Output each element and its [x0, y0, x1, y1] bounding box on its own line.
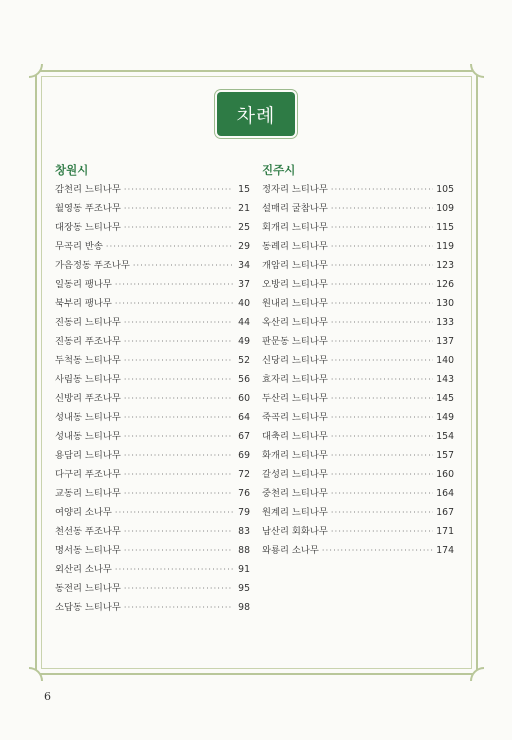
- dot-leader: [331, 370, 433, 389]
- toc-entry[interactable]: [55, 180, 250, 199]
- toc-entry[interactable]: [262, 484, 454, 503]
- toc-entry-title: 회개리 느티나무: [262, 222, 328, 233]
- toc-entry[interactable]: [55, 370, 250, 389]
- dot-leader: [331, 218, 433, 237]
- toc-entry-page: 76: [238, 488, 250, 499]
- toc-entry-title: 정자리 느티나무: [262, 184, 328, 195]
- toc-entry[interactable]: [262, 294, 454, 313]
- dot-leader: [124, 408, 233, 427]
- toc-entry-page: 72: [238, 469, 250, 480]
- dot-leader: [124, 541, 233, 560]
- toc-column-jinju: [262, 160, 454, 560]
- dot-leader: [331, 446, 433, 465]
- toc-entry[interactable]: [55, 465, 250, 484]
- toc-entry-title: 옥산리 느티나무: [262, 317, 328, 328]
- toc-entry-page: 67: [238, 431, 250, 442]
- toc-entry-page: 40: [238, 298, 250, 309]
- toc-entry-page: 79: [238, 507, 250, 518]
- toc-entry-page: 29: [238, 241, 250, 252]
- dot-leader: [124, 313, 233, 332]
- toc-entry-page: 64: [238, 412, 250, 423]
- dot-leader: [115, 275, 233, 294]
- toc-entry-page: 69: [238, 450, 250, 461]
- toc-entry[interactable]: [262, 180, 454, 199]
- toc-entry[interactable]: [55, 598, 250, 617]
- toc-entry-page: 145: [436, 393, 454, 404]
- toc-entry[interactable]: [262, 370, 454, 389]
- toc-entry[interactable]: [55, 541, 250, 560]
- toc-entry[interactable]: [55, 484, 250, 503]
- toc-entry-page: 171: [436, 526, 454, 537]
- toc-entry[interactable]: [262, 503, 454, 522]
- toc-entry[interactable]: [262, 465, 454, 484]
- toc-entry-title: 일동리 팽나무: [55, 279, 112, 290]
- toc-entry[interactable]: [262, 427, 454, 446]
- toc-entry[interactable]: [55, 218, 250, 237]
- toc-entry-title: 남산리 회화나무: [262, 526, 328, 537]
- toc-entry[interactable]: [55, 275, 250, 294]
- toc-entry-page: 154: [436, 431, 454, 442]
- toc-entry[interactable]: [55, 389, 250, 408]
- toc-entry-page: 143: [436, 374, 454, 385]
- toc-entry-page: 49: [238, 336, 250, 347]
- toc-entry-page: 119: [436, 241, 454, 252]
- toc-entry-page: 174: [436, 545, 454, 556]
- toc-entry-page: 95: [238, 583, 250, 594]
- dot-leader: [124, 579, 233, 598]
- toc-entry-title: 죽곡리 느티나무: [262, 412, 328, 423]
- toc-entry-title: 두산리 느티나무: [262, 393, 328, 404]
- toc-entry-title: 명서동 느티나무: [55, 545, 121, 556]
- toc-entry-title: 화개리 느티나무: [262, 450, 328, 461]
- toc-entry-page: 60: [238, 393, 250, 404]
- toc-entry-title: 가음정동 푸조나무: [55, 260, 130, 271]
- dot-leader: [331, 294, 433, 313]
- dot-leader: [331, 389, 433, 408]
- toc-entry-page: 137: [436, 336, 454, 347]
- toc-entry-title: 대장동 느티나무: [55, 222, 121, 233]
- toc-entry-title: 원계리 느티나무: [262, 507, 328, 518]
- toc-entry-title: 개암리 느티나무: [262, 260, 328, 271]
- toc-entry-page: 83: [238, 526, 250, 537]
- toc-entry[interactable]: [262, 199, 454, 218]
- toc-entry-title: 중천리 느티나무: [262, 488, 328, 499]
- toc-entry-title: 성내동 느티나무: [55, 431, 121, 442]
- toc-entry-page: 157: [436, 450, 454, 461]
- dot-leader: [124, 389, 233, 408]
- dot-leader: [331, 275, 433, 294]
- toc-entry-title: 북부리 팽나무: [55, 298, 112, 309]
- dot-leader: [124, 199, 233, 218]
- dot-leader: [124, 484, 233, 503]
- dot-leader: [124, 351, 233, 370]
- toc-entry-title: 무곡리 반송: [55, 241, 103, 252]
- toc-entry-page: 167: [436, 507, 454, 518]
- toc-entry[interactable]: [55, 332, 250, 351]
- dot-leader: [124, 522, 233, 541]
- toc-entry[interactable]: [55, 408, 250, 427]
- toc-entry-title: 두척동 느티나무: [55, 355, 121, 366]
- toc-entry-title: 여양리 소나무: [55, 507, 112, 518]
- toc-entry-page: 115: [436, 222, 454, 233]
- toc-entry[interactable]: [262, 313, 454, 332]
- toc-entry-page: 25: [238, 222, 250, 233]
- toc-entry[interactable]: [262, 275, 454, 294]
- toc-column-changwon: [55, 160, 250, 617]
- toc-entry-title: 진동리 푸조나무: [55, 336, 121, 347]
- toc-entry[interactable]: [55, 579, 250, 598]
- toc-entry-page: 105: [436, 184, 454, 195]
- dot-leader: [124, 218, 233, 237]
- toc-entry-page: 123: [436, 260, 454, 271]
- dot-leader: [124, 427, 233, 446]
- toc-entry[interactable]: [262, 218, 454, 237]
- toc-entry-title: 신방리 푸조나무: [55, 393, 121, 404]
- dot-leader: [331, 465, 433, 484]
- toc-entry-page: 160: [436, 469, 454, 480]
- toc-entry[interactable]: [55, 199, 250, 218]
- dot-leader: [322, 541, 433, 560]
- dot-leader: [124, 180, 233, 199]
- toc-entry-title: 신당리 느티나무: [262, 355, 328, 366]
- dot-leader: [331, 522, 433, 541]
- toc-entry[interactable]: [55, 522, 250, 541]
- dot-leader: [124, 598, 233, 617]
- toc-entry-title: 판문동 느티나무: [262, 336, 328, 347]
- toc-entry-title: 천선동 푸조나무: [55, 526, 121, 537]
- dot-leader: [331, 199, 433, 218]
- section-heading: 진주시: [262, 163, 296, 177]
- toc-entry[interactable]: [262, 237, 454, 256]
- toc-entry-page: 88: [238, 545, 250, 556]
- dot-leader: [106, 237, 233, 256]
- section-heading: 창원시: [55, 163, 89, 177]
- dot-leader: [115, 503, 233, 522]
- toc-entry-title: 효자리 느티나무: [262, 374, 328, 385]
- toc-entry-title: 외산리 소나무: [55, 564, 112, 575]
- toc-entry-title: 대축리 느티나무: [262, 431, 328, 442]
- toc-entry-title: 감천리 느티나무: [55, 184, 121, 195]
- toc-entry-page: 21: [238, 203, 250, 214]
- toc-entry-page: 133: [436, 317, 454, 328]
- toc-title: 차례: [217, 92, 295, 136]
- toc-entry[interactable]: [55, 294, 250, 313]
- dot-leader: [115, 294, 233, 313]
- toc-entry-title: 사림동 느티나무: [55, 374, 121, 385]
- toc-entry[interactable]: [262, 446, 454, 465]
- toc-entry[interactable]: [262, 256, 454, 275]
- toc-entry[interactable]: [262, 332, 454, 351]
- toc-entry[interactable]: [55, 560, 250, 579]
- toc-entry-title: 와룡리 소나무: [262, 545, 319, 556]
- toc-entry-page: 149: [436, 412, 454, 423]
- toc-entry-page: 44: [238, 317, 250, 328]
- toc-entry-page: 56: [238, 374, 250, 385]
- dot-leader: [331, 332, 433, 351]
- toc-entry[interactable]: [55, 313, 250, 332]
- toc-entry-title: 동전리 느티나무: [55, 583, 121, 594]
- toc-entry[interactable]: [262, 351, 454, 370]
- dot-leader: [331, 313, 433, 332]
- toc-entry-title: 원내리 느티나무: [262, 298, 328, 309]
- dot-leader: [331, 256, 433, 275]
- toc-entry-title: 성내동 느티나무: [55, 412, 121, 423]
- toc-entry-page: 126: [436, 279, 454, 290]
- toc-entry[interactable]: [262, 522, 454, 541]
- dot-leader: [124, 332, 233, 351]
- toc-entry[interactable]: [55, 503, 250, 522]
- toc-entry-page: 109: [436, 203, 454, 214]
- dot-leader: [331, 503, 433, 522]
- toc-entry[interactable]: [55, 256, 250, 275]
- toc-entry-title: 동례리 느티나무: [262, 241, 328, 252]
- dot-leader: [331, 484, 433, 503]
- dot-leader: [331, 237, 433, 256]
- toc-entry-title: 갈성리 느티나무: [262, 469, 328, 480]
- toc-entry-title: 진동리 느티나무: [55, 317, 121, 328]
- toc-entry-page: 164: [436, 488, 454, 499]
- dot-leader: [331, 351, 433, 370]
- toc-entry-title: 소답동 느티나무: [55, 602, 121, 613]
- dot-leader: [133, 256, 233, 275]
- toc-entry-page: 34: [238, 260, 250, 271]
- dot-leader: [115, 560, 233, 579]
- toc-entry-title: 용담리 느티나무: [55, 450, 121, 461]
- toc-entry-title: 월영동 푸조나무: [55, 203, 121, 214]
- dot-leader: [124, 446, 233, 465]
- toc-entry-page: 37: [238, 279, 250, 290]
- dot-leader: [331, 408, 433, 427]
- toc-entry-page: 52: [238, 355, 250, 366]
- toc-entry-title: 다구리 푸조나무: [55, 469, 121, 480]
- toc-entry[interactable]: [262, 389, 454, 408]
- toc-entry-page: 130: [436, 298, 454, 309]
- toc-entry-page: 15: [238, 184, 250, 195]
- toc-entry-title: 교동리 느티나무: [55, 488, 121, 499]
- dot-leader: [124, 465, 233, 484]
- toc-entry[interactable]: [262, 408, 454, 427]
- toc-entry-title: 오방리 느티나무: [262, 279, 328, 290]
- toc-entry-page: 91: [238, 564, 250, 575]
- dot-leader: [124, 370, 233, 389]
- toc-entry[interactable]: [262, 541, 454, 560]
- toc-entry-page: 140: [436, 355, 454, 366]
- toc-entry[interactable]: [55, 427, 250, 446]
- page-number: 6: [44, 690, 51, 703]
- toc-entry-page: 98: [238, 602, 250, 613]
- toc-entry[interactable]: [55, 351, 250, 370]
- dot-leader: [331, 180, 433, 199]
- dot-leader: [331, 427, 433, 446]
- toc-entry-title: 설매리 굴참나무: [262, 203, 328, 214]
- toc-entry[interactable]: [55, 237, 250, 256]
- toc-entry[interactable]: [55, 446, 250, 465]
